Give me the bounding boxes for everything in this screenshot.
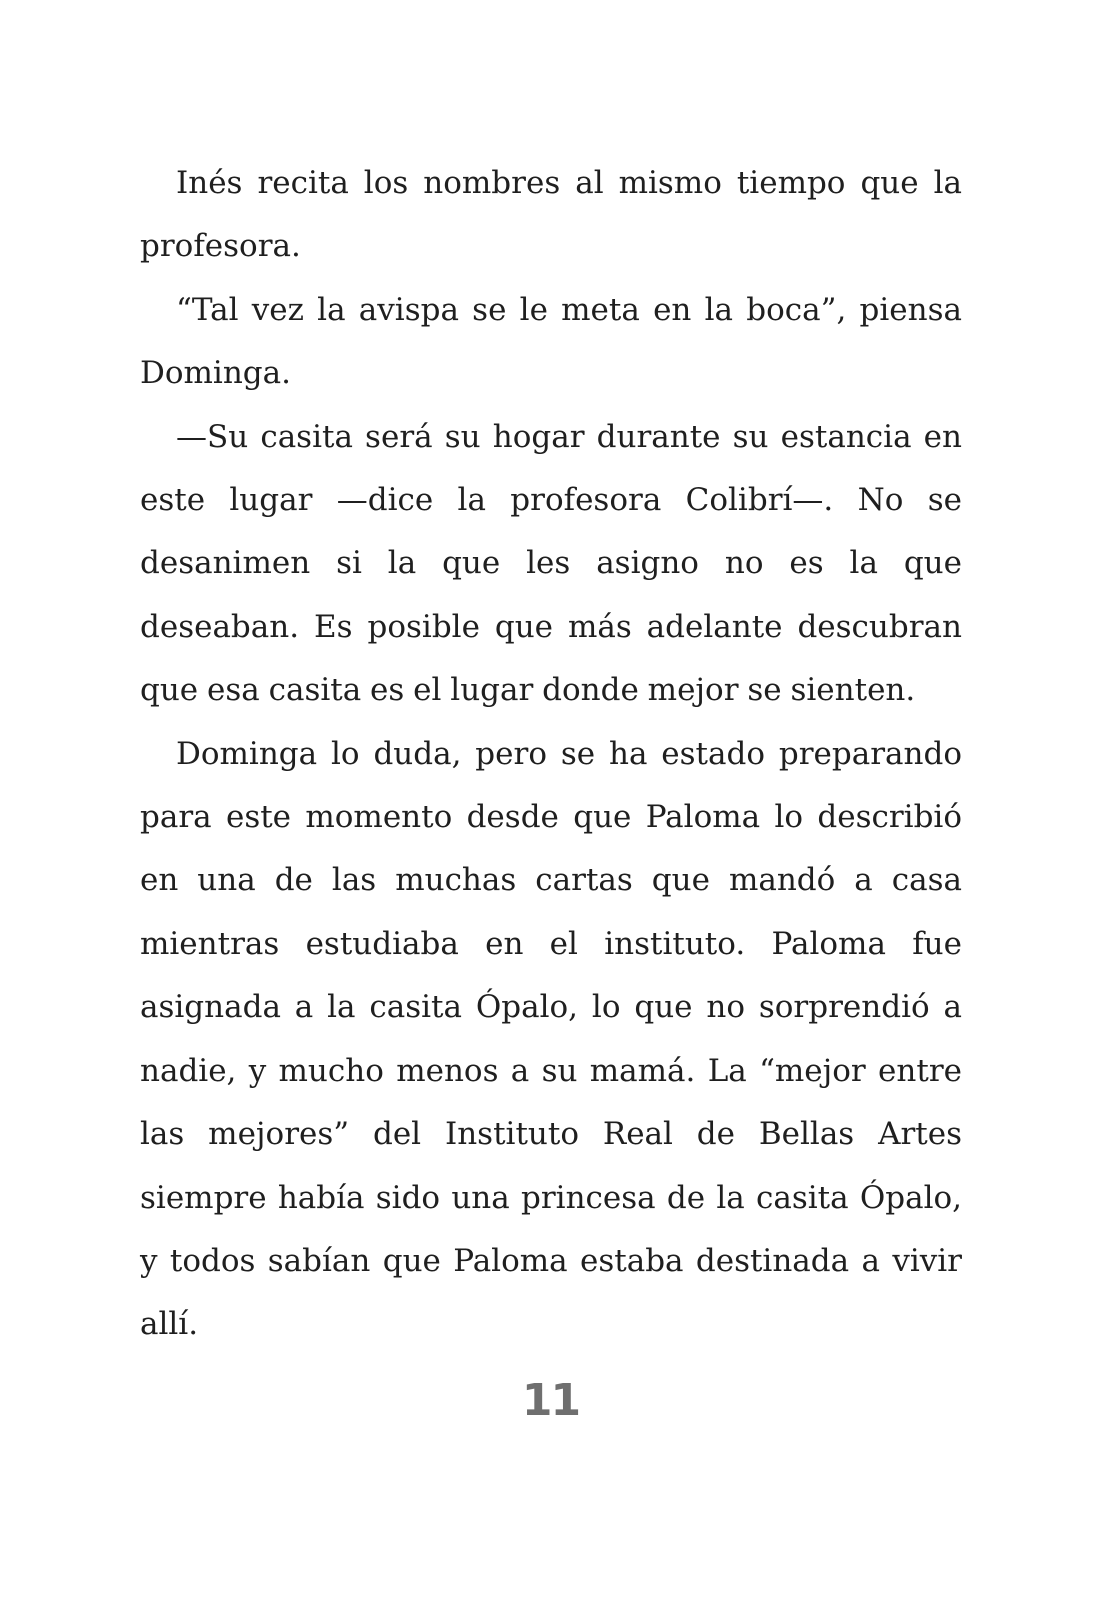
paragraph-2: “Tal vez la avispa se le meta en la boca”, piensa Dominga. (140, 291, 962, 392)
page-number: 11 (521, 1375, 580, 1426)
paragraph-1: Inés recita los nombres al mismo tiempo que la profesora. (140, 165, 962, 265)
body-text (140, 152, 962, 1357)
paragraph-3: —Su casita será su hogar durante su estancia en este lugar —dice la profesora Colibrí—. No se desanimen si la que les asigno no es la que deseaban. Es posible que más adelante descubran que esa casita es el lugar donde mejor se sienten. (140, 418, 962, 709)
paragraph-4: Dominga lo duda, pero se ha estado preparando para este momento desde que Paloma lo describió en una de las muchas cartas que mandó a casa mientras estudiaba en el instituto. Paloma fue asignada a la casita Ópalo, lo que no sorprendió a nadie, y mucho menos a su mamá. La “mejor entre las mejores” del Instituto Real de Bellas Artes siempre había sido una princesa de la casita Ópalo, y todos sabían que Paloma estaba destinada a vivir allí. (140, 735, 962, 1343)
